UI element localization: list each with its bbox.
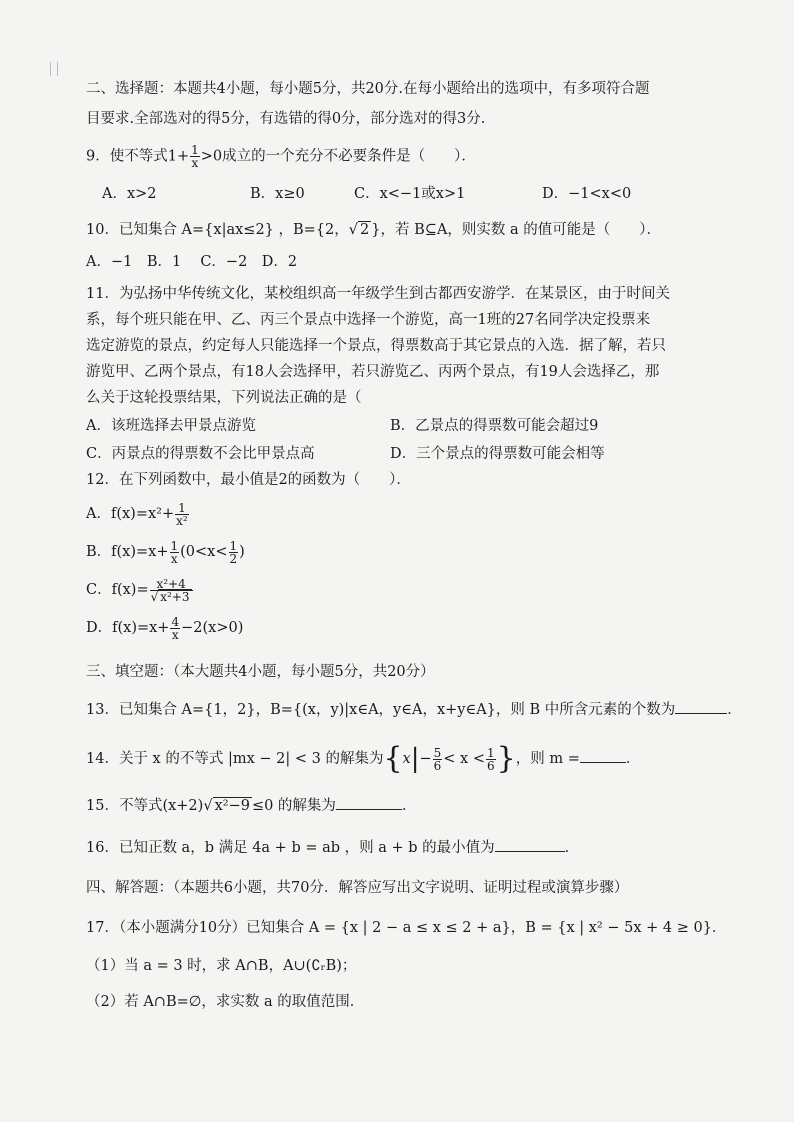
option-d: D．−1<x<0 bbox=[542, 186, 632, 202]
question-11-line: 选定游览的景点，约定每人只能选择一个景点，得票数高于其它景点的入选．据了解，若只 bbox=[86, 338, 666, 354]
option-a: A．该班选择去甲景点游览 bbox=[86, 418, 256, 434]
question-11-line: 11．为弘扬中华传统文化，某校组织高一年级学生到古都西安游学．在某景区，由于时间关 bbox=[86, 286, 670, 302]
question-11-line: 游览甲、乙两个景点，有18人会选择甲，若只游览乙、丙两个景点，有19人会选择乙，那 bbox=[86, 364, 660, 380]
section2-header-cont: 目要求.全部选对的得5分，有选错的得0分，部分选对的得3分. bbox=[86, 111, 486, 127]
question-12-option-d: D．f(x)=x+ $\frac{4}{x}$ −2(x>0) bbox=[86, 614, 244, 642]
fraction: $\frac{1}{x}$ bbox=[191, 143, 199, 170]
question-9-options bbox=[86, 183, 694, 205]
option-c: C．x<−1或x>1 bbox=[354, 186, 466, 202]
option-c: C．丙景点的得票数不会比甲景点高 bbox=[86, 446, 315, 462]
question-10-options: A．−1 B．1 C．−2 D．2 bbox=[86, 254, 298, 270]
section4-header: 四、解答题：（本题共6小题，共70分．解答应写出文字说明、证明过程或演算步骤） bbox=[86, 880, 629, 896]
section2-header: 二、选择题：本题共4小题，每小题5分，共20分.在每小题给出的选项中，有多项符合题 bbox=[86, 81, 650, 97]
question-12-option-a: A．f(x)=x²+ $\frac{1}{\text{x²}}$ bbox=[86, 500, 188, 528]
option-a: A．x>2 bbox=[102, 186, 157, 202]
option-d: D．三个景点的得票数可能会相等 bbox=[390, 446, 605, 462]
question-11 bbox=[86, 281, 694, 411]
question-16: 16．已知正数 a，b 满足 4a + b = ab ，则 a + b 的最小值为 ． bbox=[86, 837, 694, 859]
question-11-line: 系，每个班只能在甲、乙、丙三个景点中选择一个游览，高一1班的27名同学决定投票来 bbox=[86, 312, 651, 328]
question-9-stem: 9．使不等式1+ $\frac{1}{x}$ >0成立的一个充分不必要条件是（ ）． bbox=[86, 143, 476, 170]
question-11-line: 么关于这轮投票结果，下列说法正确的是（ bbox=[86, 390, 362, 406]
question-12-option-c: C．f(x)= $\frac{\text{x²+4}}{\text{√ x²+3}}$ bbox=[86, 573, 694, 607]
question-11-options-row1 bbox=[86, 415, 694, 437]
scan-corner-mark bbox=[50, 62, 58, 76]
question-17-stem: 17．（本小题满分10分）已知集合 A = {x | 2 − a ≤ x ≤ 2 + a}，B = {x | x² − 5x + 4 ≥ 0}． bbox=[86, 920, 727, 936]
answer-blank[interactable] bbox=[675, 699, 727, 714]
question-12-option-b: B．f(x)=x+ $\frac{1}{x}$ (0<x< $\frac{1}{2}$ ) bbox=[86, 538, 245, 566]
option-b: B．乙景点的得票数可能会超过9 bbox=[390, 418, 599, 434]
answer-blank[interactable] bbox=[495, 837, 565, 852]
answer-blank[interactable] bbox=[336, 795, 402, 810]
question-14: 14．关于 x 的不等式 |mx − 2| < 3 的解集为{x|− $\frac{5}{6}$ < x < $\frac{1}{6}$ }，则 m = ． bbox=[86, 741, 641, 776]
question-10-stem: 10．已知集合 A={x|ax≤2} ，B={2，√ 2 }，若 B⊆A，则实数 a 的值可能是（ ）． bbox=[86, 222, 661, 238]
question-12-stem: 12．在下列函数中，最小值是2的函数为（ ）． bbox=[86, 472, 411, 488]
answer-blank[interactable] bbox=[580, 748, 626, 763]
question-13: 13．已知集合 A={1，2}，B={(x，y)|x∈A，y∈A，x+y∈A}，则 B 中所含元素的个数为 ． bbox=[86, 699, 694, 721]
question-11-options-row2 bbox=[86, 443, 694, 465]
question-15: 15．不等式(x+2)√ x²−9 ≤0 的解集为 ． bbox=[86, 795, 694, 817]
section3-header: 三、填空题：（本大题共4小题，每小题5分，共20分） bbox=[86, 664, 435, 680]
option-b: B．x≥0 bbox=[250, 186, 305, 202]
question-17-part-1: （1）当 a = 3 时，求 A∩B，A∪(∁ᵣB)； bbox=[86, 958, 357, 974]
question-17-part-2: （2）若 A∩B=∅，求实数 a 的取值范围． bbox=[86, 994, 365, 1010]
